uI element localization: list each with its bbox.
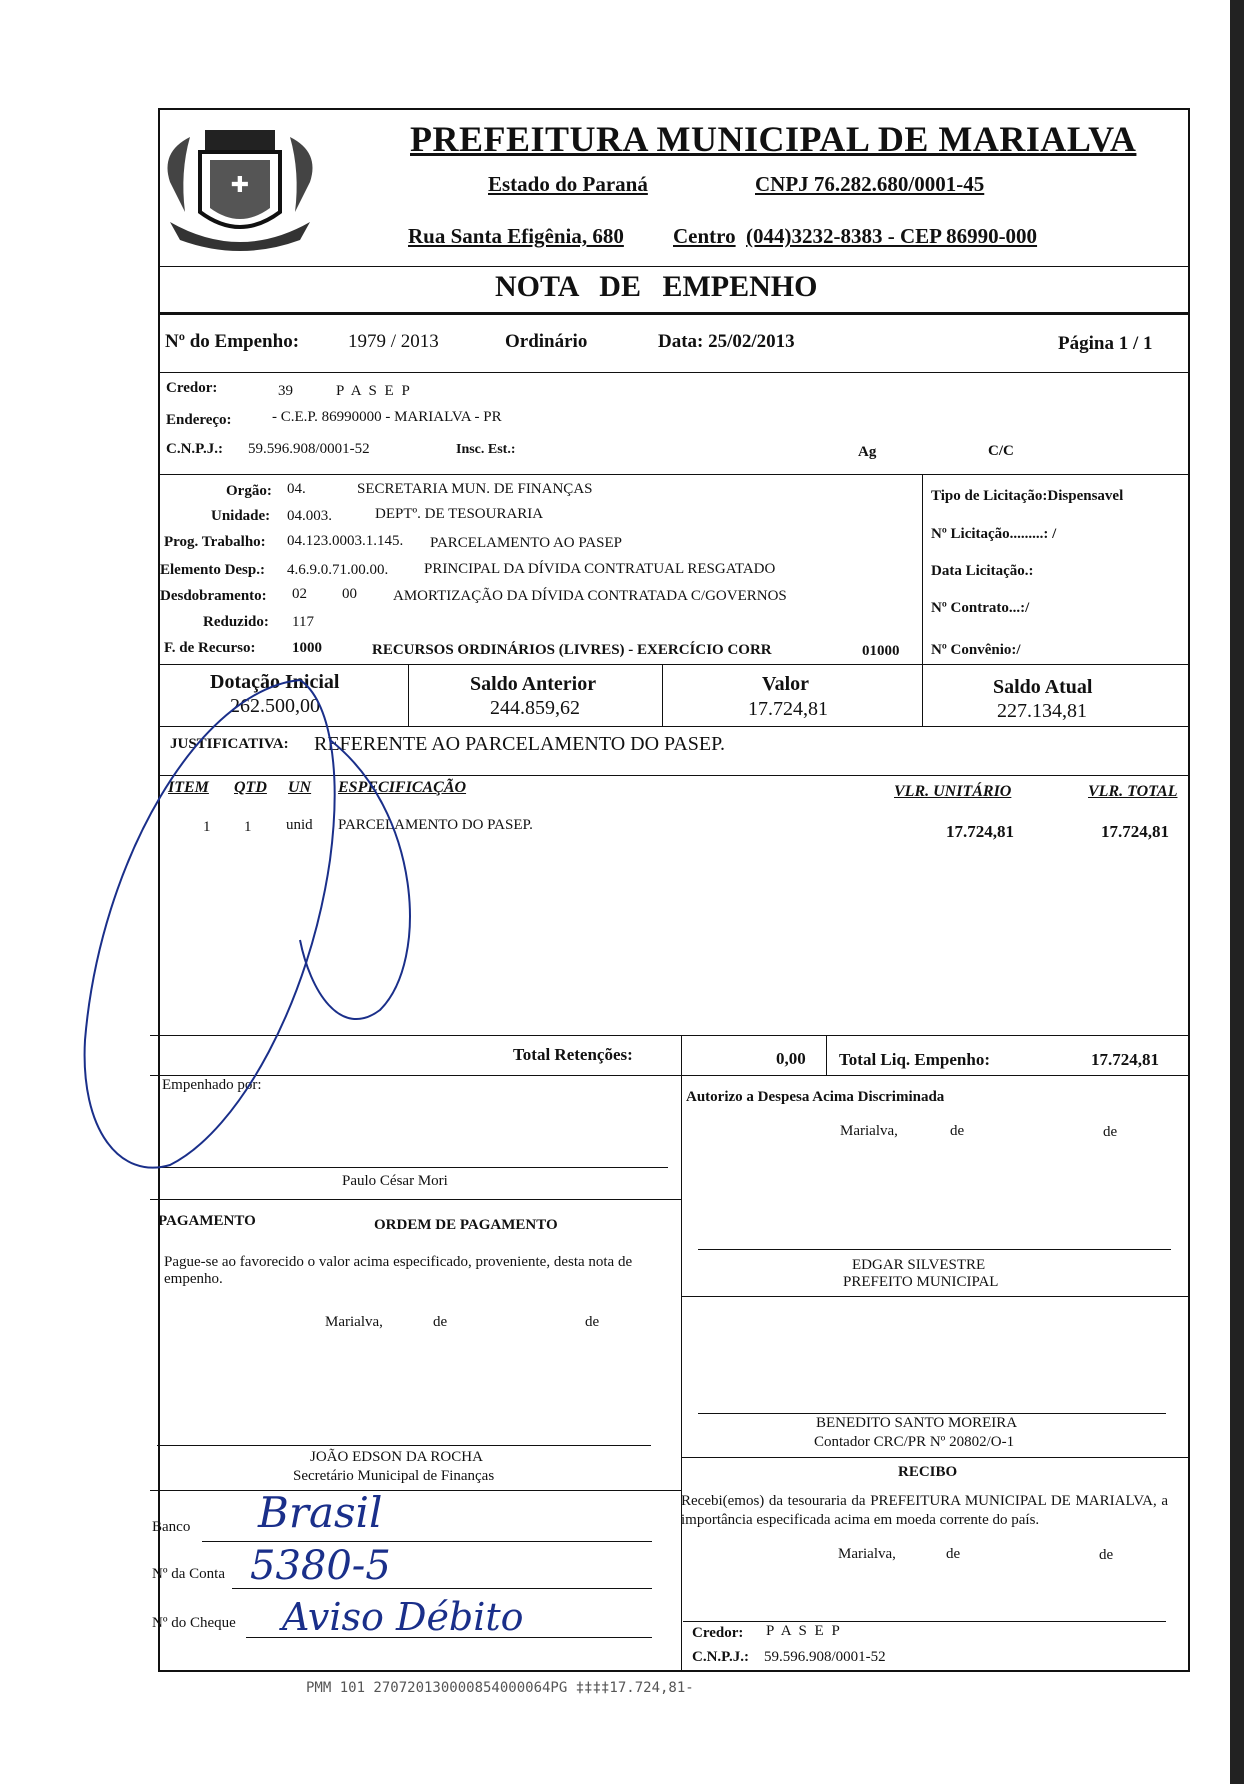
cheque-label: Nº do Cheque [152, 1615, 236, 1631]
contador-title: Contador CRC/PR Nº 20802/O-1 [814, 1434, 1015, 1450]
col-total: VLR. TOTAL [1088, 783, 1178, 800]
dotacao-label: Dotação Inicial [210, 671, 340, 693]
divider [681, 1296, 1188, 1297]
elem-name: PRINCIPAL DA DÍVIDA CONTRATUAL RESGATADO [424, 561, 776, 577]
prefeito-name: EDGAR SILVESTRE [852, 1257, 986, 1273]
recibo-city: Marialva, [838, 1546, 896, 1562]
recibo-credor-label: Credor: [692, 1625, 744, 1641]
item-number: 1 [203, 819, 211, 835]
endereco-label: Endereço: [166, 412, 232, 428]
retencoes-label: Total Retenções: [513, 1045, 633, 1064]
col-unit-price: VLR. UNITÁRIO [894, 783, 1012, 800]
elem-label: Elemento Desp.: [160, 562, 265, 578]
divider [158, 266, 1188, 267]
secretario-name: JOÃO EDSON DA ROCHA [310, 1449, 483, 1465]
col-un: UN [288, 779, 312, 796]
divider [150, 1490, 681, 1491]
header-district: Centro [673, 224, 736, 248]
autorizo-label: Autorizo a Despesa Acima Discriminada [686, 1089, 945, 1105]
recibo-de2: de [1099, 1547, 1114, 1563]
fonte-num: 01000 [862, 643, 900, 659]
empenhado-label: Empenhado por: [162, 1077, 262, 1093]
prog-label: Prog. Trabalho: [164, 534, 266, 550]
coat-of-arms-logo [150, 112, 330, 262]
unidade-code: 04.003. [287, 508, 332, 524]
pagamento-text: Pague-se ao favorecido o valor acima especificado, proveniente, desta nota de empenho. [164, 1254, 633, 1287]
divider-v [922, 474, 923, 666]
licitacao-tipo: Tipo de Licitação:Dispensavel [931, 488, 1124, 504]
empenhado-name: Paulo César Mori [342, 1173, 448, 1189]
col-qtd: QTD [234, 779, 267, 796]
desd-label: Desdobramento: [160, 588, 267, 604]
autorizo-de2: de [1103, 1124, 1118, 1140]
contrato-numero: Nº Contrato...:/ [931, 600, 1030, 616]
divider-v [662, 664, 663, 726]
dotacao-value: 262.500,00 [230, 695, 320, 717]
recibo-title: RECIBO [898, 1464, 958, 1480]
recibo-text: Recebi(emos) da tesouraria da PREFEITURA MUNICIPAL DE MARIALVA, a importância especificada acima em moeda corrente do país. [681, 1493, 1168, 1528]
ordem-pagamento-label: ORDEM DE PAGAMENTO [374, 1217, 558, 1233]
valor-label: Valor [762, 673, 810, 695]
header-cnpj: CNPJ 76.282.680/0001-45 [755, 172, 985, 196]
valor-value: 17.724,81 [748, 698, 828, 720]
justificativa-text: REFERENTE AO PARCELAMENTO DO PASEP. [314, 733, 726, 755]
insc-label: Insc. Est.: [456, 442, 516, 457]
banco-line [202, 1541, 652, 1542]
header-title: PREFEITURA MUNICIPAL DE MARIALVA [410, 119, 1137, 159]
divider [158, 372, 1188, 373]
licitacao-numero: Nº Licitação.........: / [931, 526, 1057, 542]
empenho-number: 1979 / 2013 [348, 331, 439, 352]
recibo-cnpj-value: 59.596.908/0001-52 [764, 1649, 886, 1665]
divider-v [826, 1035, 827, 1075]
reduzido-value: 117 [292, 614, 314, 630]
justificativa-label: JUSTIFICATIVA: [170, 736, 289, 752]
desd-code2: 00 [342, 586, 357, 602]
ag-label: Ag [858, 444, 877, 460]
cc-label: C/C [988, 443, 1014, 459]
divider-v [681, 1075, 682, 1670]
item-unit: unid [286, 817, 313, 833]
cheque-handwriting: Aviso Débito [282, 1595, 524, 1639]
desd-code1: 02 [292, 586, 307, 602]
handwritten-circle-mark [80, 660, 440, 1200]
empenho-label: Nº do Empenho: [165, 331, 300, 352]
elem-code: 4.6.9.0.71.00.00. [287, 562, 389, 578]
recibo-credor-value: P A S E P [766, 1623, 842, 1639]
banco-handwriting: Brasil [258, 1488, 383, 1537]
retencoes-value: 0,00 [776, 1049, 806, 1068]
conta-handwriting: 5380-5 [250, 1543, 391, 1589]
credor-code: 39 [278, 383, 293, 399]
header-state: Estado do Paraná [488, 172, 648, 196]
credor-label: Credor: [166, 380, 218, 396]
svg-text:✚: ✚ [230, 173, 250, 198]
prog-name: PARCELAMENTO AO PASEP [430, 535, 623, 551]
saldo-anterior-label: Saldo Anterior [470, 673, 597, 695]
cnpj-label: C.N.P.J.: [166, 441, 223, 457]
saldo-atual-value: 227.134,81 [997, 700, 1087, 722]
recibo-cnpj-label: C.N.P.J.: [692, 1649, 749, 1665]
signature-line [698, 1413, 1166, 1414]
prog-code: 04.123.0003.1.145. [287, 533, 404, 549]
prefeito-title: PREFEITO MUNICIPAL [843, 1274, 999, 1290]
divider [681, 1457, 1188, 1458]
divider [158, 312, 1188, 315]
pagamento-label: PAGAMENTO [158, 1213, 256, 1229]
divider [158, 474, 1188, 475]
cnpj-value: 59.596.908/0001-52 [248, 441, 370, 457]
footer-code: PMM 101 270720130000854000064PG ‡‡‡‡17.724,81- [306, 1680, 694, 1696]
unidade-label: Unidade: [211, 508, 271, 524]
fonte-name: RECURSOS ORDINÁRIOS (LIVRES) - EXERCÍCIO CORR [372, 642, 772, 658]
banco-label: Banco [152, 1519, 191, 1535]
empenho-type: Ordinário [505, 331, 588, 352]
unidade-name: DEPTº. DE TESOURARIA [375, 506, 544, 522]
desd-name: AMORTIZAÇÃO DA DÍVIDA CONTRATADA C/GOVERNOS [393, 588, 787, 604]
secretario-title: Secretário Municipal de Finanças [293, 1468, 495, 1484]
recibo-de1: de [946, 1546, 961, 1562]
reduzido-label: Reduzido: [203, 614, 269, 630]
empenho-date: Data: 25/02/2013 [658, 331, 795, 352]
signature-line [157, 1445, 651, 1446]
item-qty: 1 [244, 819, 252, 835]
header-phone-cep: (044)3232-8383 - CEP 86990-000 [746, 224, 1038, 248]
pagamento-de1: de [433, 1314, 448, 1330]
credor-name: P A S E P [336, 383, 412, 399]
right-edge-shadow [1230, 0, 1244, 1784]
fonte-label: F. de Recurso: [164, 640, 256, 656]
fonte-code: 1000 [292, 640, 322, 656]
page-number: Página 1 / 1 [1058, 333, 1153, 354]
orgao-label: Orgão: [226, 483, 272, 499]
endereco-value: - C.E.P. 86990000 - MARIALVA - PR [272, 409, 502, 425]
liquido-label: Total Liq. Empenho: [839, 1050, 990, 1069]
liquido-value: 17.724,81 [1091, 1050, 1159, 1069]
item-spec: PARCELAMENTO DO PASEP. [338, 817, 533, 833]
divider-v [681, 1035, 682, 1075]
signature-line [698, 1249, 1171, 1250]
pagamento-city: Marialva, [325, 1314, 383, 1330]
col-item: ITEM [168, 779, 209, 796]
pagamento-de2: de [585, 1314, 600, 1330]
doc-title: NOTA DE EMPENHO [495, 270, 818, 303]
saldo-anterior-value: 244.859,62 [490, 697, 580, 719]
col-spec: ESPECIFICAÇÃO [338, 779, 467, 796]
signature-line [683, 1621, 1166, 1622]
convenio-numero: Nº Convênio:/ [931, 642, 1021, 658]
saldo-atual-label: Saldo Atual [993, 676, 1093, 698]
autorizo-city: Marialva, [840, 1123, 898, 1139]
orgao-code: 04. [287, 481, 306, 497]
contador-name: BENEDITO SANTO MOREIRA [816, 1415, 1018, 1431]
autorizo-de1: de [950, 1123, 965, 1139]
orgao-name: SECRETARIA MUN. DE FINANÇAS [357, 481, 593, 497]
conta-label: Nº da Conta [152, 1566, 225, 1582]
header-address: Rua Santa Efigênia, 680 [408, 224, 624, 248]
licitacao-data: Data Licitação.: [931, 563, 1034, 579]
item-unit-price: 17.724,81 [946, 822, 1014, 841]
item-total: 17.724,81 [1101, 822, 1169, 841]
divider-v [922, 664, 923, 726]
